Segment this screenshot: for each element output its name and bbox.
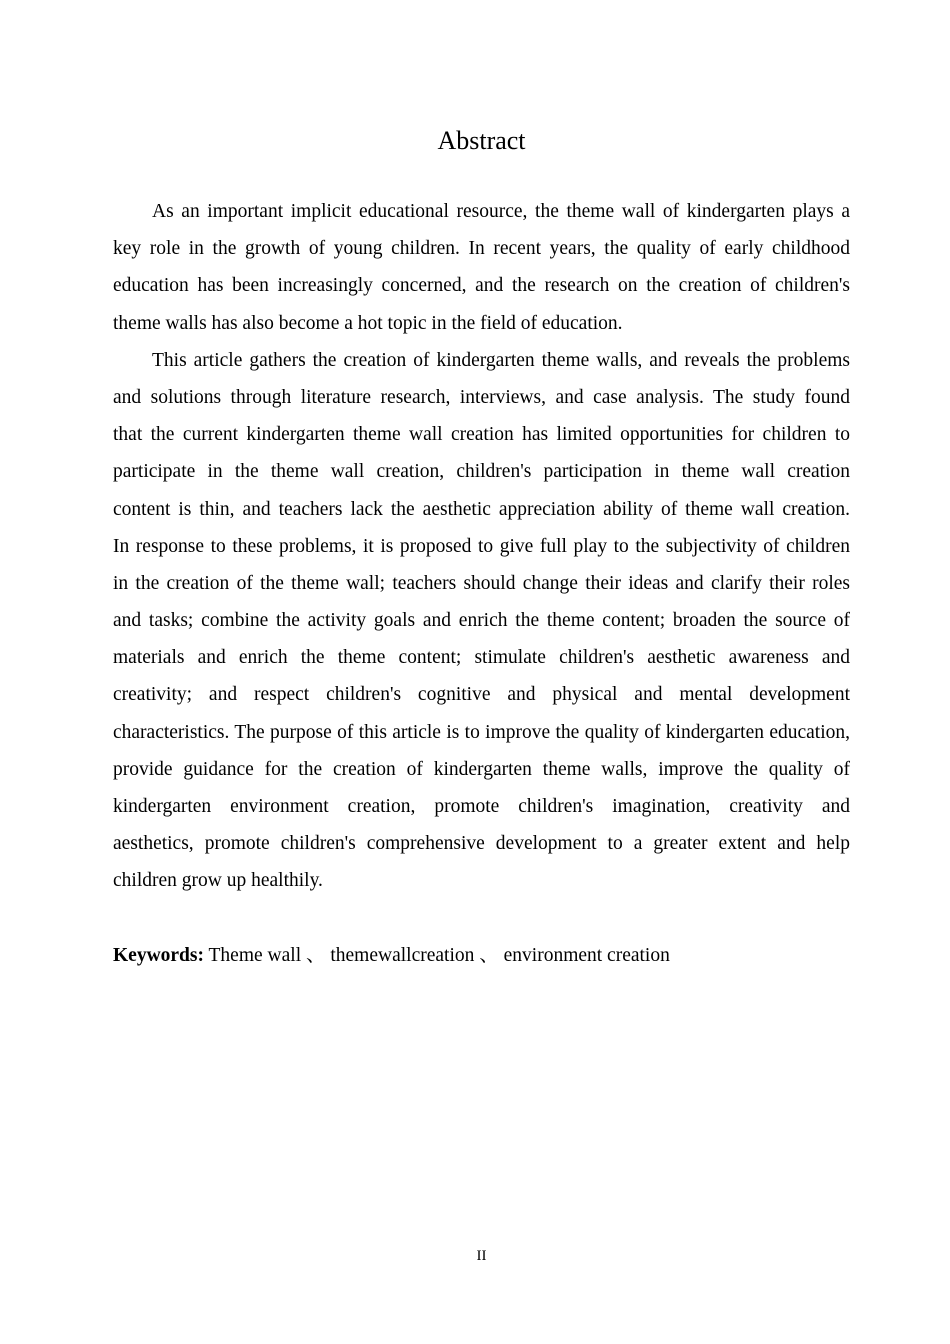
paragraph-2-line: provide guidance for the creation of kindergarten theme walls, improve the quality of	[113, 758, 850, 780]
paragraph-2-line: that the current kindergarten theme wall creation has limited opportunities for children to	[113, 424, 850, 446]
paragraph-2-line: in the creation of the theme wall; teachers should change their ideas and clarify their roles	[113, 572, 850, 594]
paragraph-2-line: aesthetics, promote children's comprehensive development to a greater extent and help	[113, 833, 850, 855]
paragraph-2-line: and solutions through literature research, interviews, and case analysis. The study found	[113, 386, 850, 408]
keywords-label: Keywords:	[113, 945, 204, 966]
paragraph-2-line: materials and enrich the theme content; stimulate children's aesthetic awareness and	[113, 647, 850, 669]
paragraph-2-line: children grow up healthily.	[113, 870, 323, 892]
paragraph-2-line: kindergarten environment creation, promote children's imagination, creativity and	[113, 796, 850, 817]
paragraph-2-line: In response to these problems, it is proposed to give full play to the subjectivity of children	[113, 535, 850, 557]
keywords-line	[113, 937, 850, 974]
abstract-body	[113, 193, 850, 900]
page-title: Abstract	[437, 126, 526, 155]
page-number: II	[476, 1248, 487, 1264]
paragraph-1-line: As an important implicit educational resource, the theme wall of kindergarten plays a	[152, 201, 850, 222]
paragraph-2-line: and tasks; combine the activity goals and enrich the theme content; broaden the source of	[113, 610, 850, 632]
paragraph-2-line: participate in the theme wall creation, children's participation in theme wall creation	[113, 461, 850, 483]
paragraph-2-line: characteristics. The purpose of this article is to improve the quality of kindergarten education,	[113, 721, 850, 743]
keywords-text: Theme wall 、 themewallcreation 、 environment creation	[204, 945, 670, 966]
paragraph-2-line: This article gathers the creation of kindergarten theme walls, and reveals the problems	[152, 349, 850, 371]
paragraph-2-line: content is thin, and teachers lack the aesthetic appreciation ability of theme wall creation.	[113, 498, 850, 520]
paragraph-1-line: theme walls has also become a hot topic in the field of education.	[113, 312, 623, 334]
paragraph-1-line: education has been increasingly concerned, and the research on the creation of children's	[113, 275, 850, 297]
paragraph-2-line: creativity; and respect children's cognitive and physical and mental development	[113, 684, 850, 706]
paragraph-1-line: key role in the growth of young children. In recent years, the quality of early childhood	[113, 238, 850, 260]
